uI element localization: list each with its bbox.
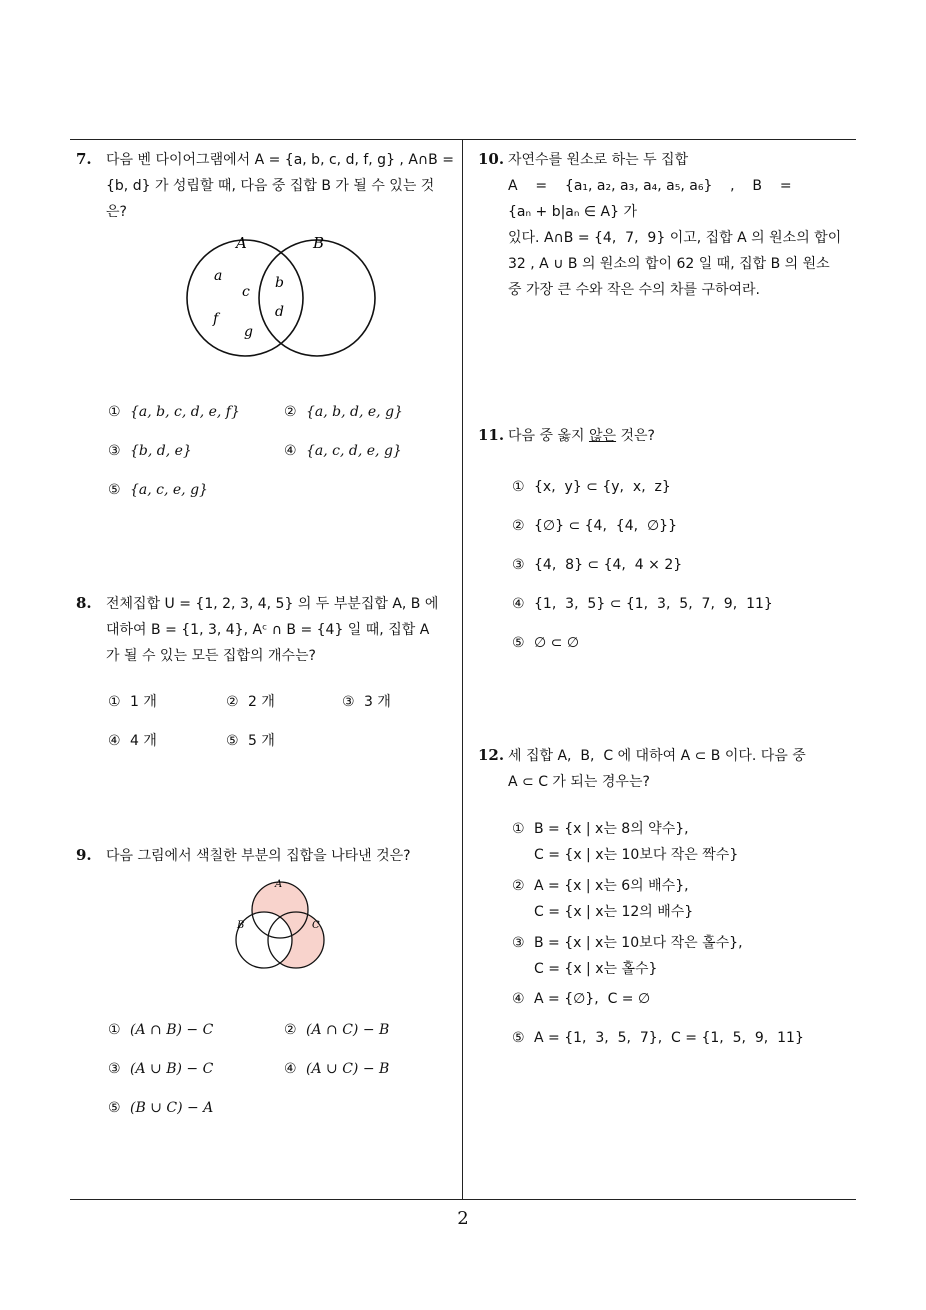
q12-option-2[interactable]: ② A = {x | x는 6의 배수}, C = {x | x는 12의 배수} (512, 878, 694, 920)
question-12 (478, 742, 860, 795)
q9-option-2[interactable]: ② (A ∩ C) − B (284, 1022, 390, 1038)
venn-element-f: f (213, 311, 219, 327)
question-number: 9. (76, 846, 92, 864)
q11-option-5[interactable]: ⑤ ∅ ⊂ ∅ (512, 635, 580, 651)
q9-option-5[interactable]: ⑤ (B ∪ C) − A (108, 1100, 214, 1116)
q11-option-4[interactable]: ④ {1, 3, 5} ⊂ {1, 3, 5, 7, 9, 11} (512, 596, 773, 612)
question-number: 12. (478, 746, 505, 764)
top-rule (70, 139, 856, 140)
venn-label-set-a: A (236, 234, 247, 252)
q8-option-1[interactable]: ① 1 개 (108, 694, 157, 710)
question-7 (76, 146, 458, 225)
q9-option-3[interactable]: ③ (A ∪ B) − C (108, 1061, 214, 1077)
question-text: 세 집합 A, B, C 에 대하여 A ⊂ B 이다. 다음 중 (508, 748, 806, 764)
page-number: 2 (457, 1208, 469, 1229)
q7-option-4[interactable]: ④ {a, c, d, e, g} (284, 443, 402, 459)
q12-option-4[interactable]: ④ A = {∅}, C = ∅ (512, 991, 651, 1007)
question-number: 7. (76, 150, 92, 168)
q7-option-1[interactable]: ① {a, b, c, d, e, f} (108, 404, 240, 420)
question-number: 8. (76, 594, 92, 612)
venn-diagram-q7 (180, 228, 380, 358)
question-text: A = {a₁, a₂, a₃, a₄, a₅, a₆} , B = (508, 178, 792, 194)
q12-option-3[interactable]: ③ B = {x | x는 10보다 작은 홀수}, C = {x | x는 홀수} (512, 935, 743, 977)
q7-option-5[interactable]: ⑤ {a, c, e, g} (108, 482, 208, 498)
question-text: 자연수를 원소로 하는 두 집합 (508, 152, 689, 168)
question-text: 32 , A ∪ B 의 원소의 합이 62 일 때, 집합 B 의 원소 (508, 256, 830, 272)
question-text: 다음 벤 다이어그램에서 A = {a, b, c, d, f, g} , A∩B = (106, 152, 454, 168)
q8-option-2[interactable]: ② 2 개 (226, 694, 275, 710)
venn-element-b: b (275, 275, 284, 291)
venn-label-b: B (237, 920, 245, 931)
question-text: 있다. A∩B = {4, 7, 9} 이고, 집합 A 의 원소의 합이 (508, 230, 842, 246)
q7-option-3[interactable]: ③ {b, d, e} (108, 443, 192, 459)
venn-label-c: C (312, 920, 320, 931)
q9-option-4[interactable]: ④ (A ∪ C) − B (284, 1061, 390, 1077)
question-8 (76, 590, 458, 669)
q12-option-5[interactable]: ⑤ A = {1, 3, 5, 7}, C = {1, 5, 9, 11} (512, 1030, 804, 1046)
venn-element-a: a (214, 268, 223, 284)
venn-label-a: A (275, 879, 283, 890)
question-number: 10. (478, 150, 505, 168)
question-text: 가 될 수 있는 모든 집합의 개수는? (106, 648, 316, 664)
venn-element-c: c (242, 284, 250, 300)
column-divider (462, 139, 463, 1200)
question-number: 11. (478, 426, 505, 444)
question-text: 다음 그림에서 색칠한 부분의 집합을 나타낸 것은? (106, 848, 411, 864)
question-text: 중 가장 큰 수와 작은 수의 차를 구하여라. (508, 282, 760, 298)
question-text: 대하여 B = {1, 3, 4}, Aᶜ ∩ B = {4} 일 때, 집합 A (106, 622, 430, 638)
question-text: {b, d} 가 성립할 때, 다음 중 집합 B 가 될 수 있는 것 (106, 178, 435, 194)
venn-element-d: d (275, 304, 284, 320)
venn-element-g: g (244, 324, 253, 340)
q9-option-1[interactable]: ① (A ∩ B) − C (108, 1022, 214, 1038)
question-10 (478, 146, 860, 303)
q11-option-3[interactable]: ③ {4, 8} ⊂ {4, 4 × 2} (512, 557, 683, 573)
venn-diagram-q9 (228, 876, 332, 978)
question-text: 은? (106, 204, 127, 220)
q8-option-3[interactable]: ③ 3 개 (342, 694, 391, 710)
venn-label-set-b: B (313, 234, 325, 252)
q8-option-4[interactable]: ④ 4 개 (108, 733, 157, 749)
q12-option-1[interactable]: ① B = {x | x는 8의 약수}, C = {x | x는 10보다 작은 짝수} (512, 821, 739, 863)
question-text: 전체집합 U = {1, 2, 3, 4, 5} 의 두 부분집합 A, B 에 (106, 596, 439, 612)
q8-option-5[interactable]: ⑤ 5 개 (226, 733, 275, 749)
question-text: {aₙ + b|aₙ ∈ A} 가 (508, 204, 638, 220)
question-text: 다음 중 옳지 (508, 428, 589, 444)
q7-option-2[interactable]: ② {a, b, d, e, g} (284, 404, 403, 420)
q11-option-2[interactable]: ② {∅} ⊂ {4, {4, ∅}} (512, 518, 677, 534)
question-text-underlined: 않은 (588, 428, 617, 444)
question-text: A ⊂ C 가 되는 경우는? (508, 774, 650, 790)
q11-option-1[interactable]: ① {x, y} ⊂ {y, x, z} (512, 479, 671, 495)
question-11 (478, 422, 860, 449)
question-9 (76, 842, 458, 869)
venn-circle-b (259, 240, 375, 356)
bottom-rule (70, 1199, 856, 1200)
question-text: 것은? (616, 428, 655, 444)
